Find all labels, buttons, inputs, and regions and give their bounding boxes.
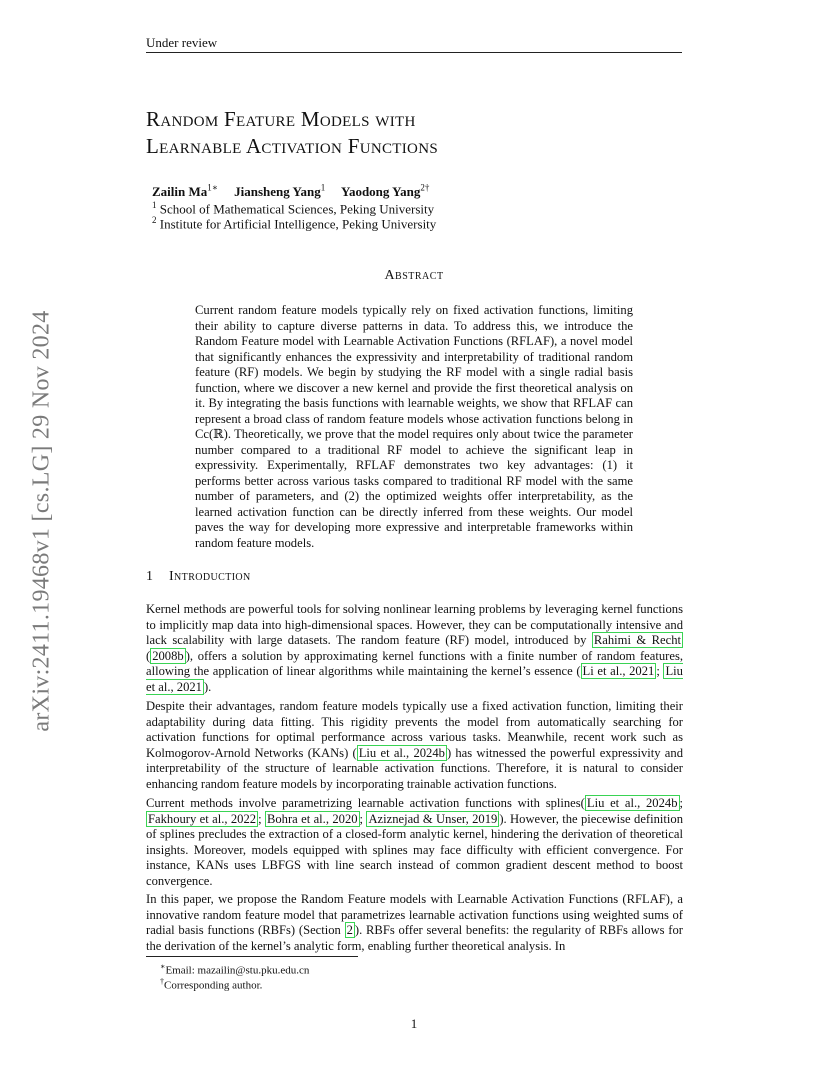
footnote: †Corresponding author.: [160, 977, 263, 992]
paper-title: [146, 106, 706, 160]
abstract-text: Current random feature models typically rely on fixed activation functions, limiting their ability to capture diverse patterns in data. To address this, we introduce the Random Feature model with Learnable Activation Functions (RFLAF), a novel model that significantly enhances the expressivity and interpretability of traditional random feature (RF) models. We begin by studying the RF model with a single radial basis function, where we discover a new kernel and provide the first theoretical analysis on it. By integrating the basis functions with learnable weights, we show that RFLAF can represent a broad class of random feature models whose activation functions belong in Cc(ℝ). Theoretically, we prove that the model requires only about twice the parameter number compared to a traditional RF model to achieve the significant leap in expressivity. Experimentally, RFLAF demonstrates two key advantages: (1) it performs better across various tasks compared to traditional RF model with the same number of parameters, and (2) the optimized weights offer interpretability, as the learned activation function can be directly inferred from these weights. Our model paves the way for developing more expressive and interpretable frameworks within random feature models.: [195, 303, 633, 550]
citation-link[interactable]: Rahimi & Recht: [593, 633, 681, 648]
title-word: Activation: [245, 134, 343, 158]
section-heading: [146, 569, 251, 585]
citation-link[interactable]: Liu et al., 2024b: [586, 796, 678, 810]
paragraph: Kernel methods are powerful tools for solving nonlinear learning problems by leveraging kernel functions to implicitly map data into high-dimensional spaces. However, they can be computationally intensive and lack scalability with large datasets. The random feature (RF) model, introduced by Rahimi & Recht ( 2008b ), offers a solution by approximating kernel functions with a finite number of random features, allowing the application of linear algorithms while maintaining the kernel’s essence ( Li et al., 2021 ; Liu et al., 2021 ).: [146, 602, 683, 694]
citation-link[interactable]: Aziznejad & Unser, 2019: [368, 811, 498, 826]
title-word: Learnable: [146, 134, 242, 158]
title-word: Models with: [300, 107, 416, 131]
title-word: Random: [146, 107, 219, 131]
affiliation: $^1$ School of Mathematical Sciences, Peking University: [152, 200, 435, 217]
citation-link[interactable]: Liu et al., 2024b: [358, 745, 445, 760]
page-number: 1: [410, 1016, 418, 1031]
paragraph: Despite their advantages, random feature models typically use a fixed activation function, limiting their adaptability during data fitting. This rigidity prevents the model from automatically searching for activation functions for optimal performance across various tasks. Meanwhile, recent work such as Kolmogorov-Arnold Networks (KANs) ( Liu et al., 2024b ) has witnessed the powerful expressivity and interpretability of the structure of learnable activation functions. Therefore, it is natural to consider enhancing random feature models by incorporating trainable activation functions.: [146, 699, 683, 791]
paragraph: In this paper, we propose the Random Feature models with Learnable Activation Functions (RFLAF), a innovative random feature model that parametrizes learnable activation functions using weighted sums of radial basis functions (RBFs) (Section 2 ). RBFs offer several benefits: the regularity of RBFs allows for the derivation of the kernel’s analytic form, enabling further theoretical analysis. In: [146, 892, 683, 953]
citation-link[interactable]: Bohra et al., 2020: [266, 811, 358, 826]
title-word: Functions: [347, 134, 438, 158]
abstract-heading: Abstract: [384, 268, 444, 283]
title-word: Feature: [224, 107, 296, 131]
author-list: [152, 183, 442, 200]
section-number: 1: [146, 569, 153, 584]
citation-link[interactable]: Fakhoury et al., 2022: [148, 811, 257, 826]
author: Jiansheng Yang$^1$: [234, 183, 326, 200]
footnote: ∗Email: mazailin@stu.pku.edu.cn: [160, 962, 310, 977]
citation-link[interactable]: 2008b: [152, 648, 184, 663]
title-line-2: [146, 133, 706, 160]
affiliation: $^2$ Institute for Artificial Intelligence, Peking University: [152, 215, 437, 232]
section-ref-link[interactable]: 2: [346, 923, 353, 938]
author: Zailin $Ma^{1∗}$: [152, 183, 218, 200]
header-rule: [146, 52, 682, 53]
running-header: Under review: [146, 35, 218, 50]
citation-link[interactable]: Liu et al., 2021: [146, 664, 683, 694]
author: Yaodong Yang$^{2\dagger}$: [341, 183, 430, 200]
footnote-rule: [146, 956, 358, 957]
citation-link[interactable]: Li et al., 2021: [582, 664, 655, 679]
arxiv-stamp: arXiv:2411.19468v1 [cs.LG] 29 Nov 2024: [28, 310, 55, 732]
paragraph: Current methods involve parametrizing learnable activation functions with splines( Liu et al., 2024b ; Fakhoury et al., 2022 ; Bohra et al., 2020 ; Aziznejad & Unser, 2019 ). However, the piecewise definition of splines precludes the extraction of a closed-form analytic kernel, hindering the derivation of theoretical insights. Moreover, models equipped with splines may face difficulty with efficient convergence. For instance, KANs uses LBFGS with line search instead of common gradient descent method to boost convergence.: [146, 796, 683, 888]
section-title: Introduction: [169, 569, 251, 584]
title-line-1: [146, 106, 706, 133]
